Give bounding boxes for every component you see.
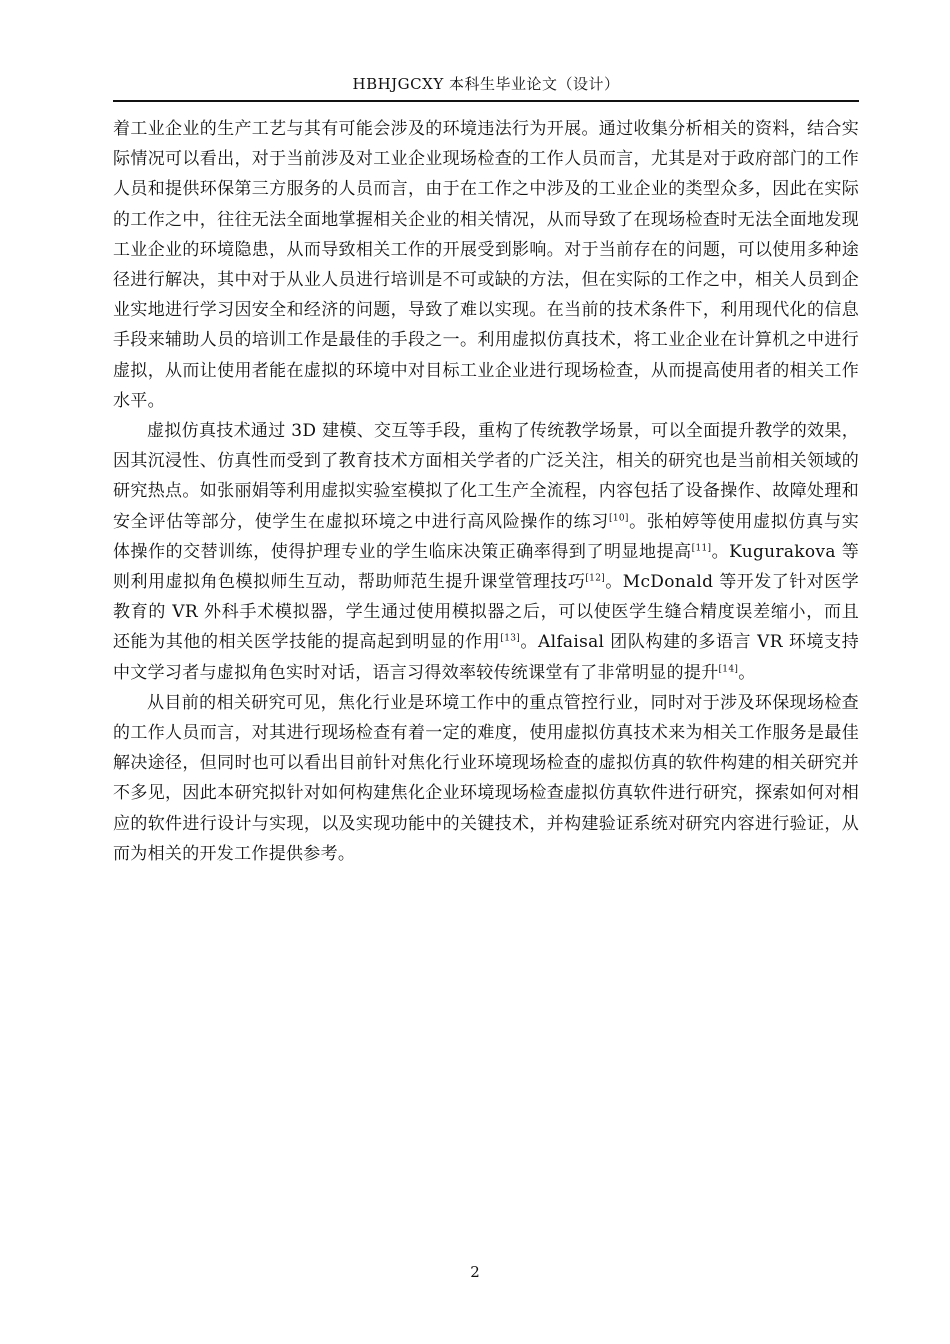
paragraph-text: 着工业企业的生产工艺与其有可能会涉及的环境违法行为开展。通过收集分析相关的资料，结合实际情况可以看出，对于当前涉及对工业企业现场检查的工作人员而言，尤其是对于政府部门的工作人员和提供环保第三方服务的人员而言，由于在工作之中涉及的工业企业的类型众多，因此在实际的工作之中，往往无法全面地掌握相关企业的相关情况，从而导致了在现场检查时无法全面地发现工业企业的环境隐患，从而导致相关工作的开展受到影响。对于当前存在的问题，可以使用多种途径进行解决，其中对于从业人员进行培训是不可或缺的方法，但在实际的工作之中，相关人员到企业实地进行学习因安全和经济的问题，导致了难以实现。在当前的技术条件下，利用现代化的信息手段来辅助人员的培训工作是最佳的手段之一。利用虚拟仿真技术，将工业企业在计算机之中进行虚拟，从而让使用者能在虚拟的环境中对目标工业企业进行现场检查，从而提高使用者的相关工作水平。 xyxy=(113,119,859,411)
paragraph-text: 从目前的相关研究可见，焦化行业是环境工作中的重点管控行业，同时对于涉及环保现场检查的工作人员而言，对其进行现场检查有着一定的难度，使用虚拟仿真技术来为相关工作服务是最佳解决途径，但同时也可以看出目前针对焦化行业环境现场检查的虚拟仿真的软件构建的相关研究并不多见，因此本研究拟针对如何构建焦化企业环境现场检查虚拟仿真软件进行研究，探索如何对相应的软件进行设计与实现，以及实现功能中的关键技术，并构建验证系统对研究内容进行验证，从而为相关的开发工作提供参考。 xyxy=(113,692,859,864)
paragraph-text: 。张柏婷等使用虚拟仿真与实体操作的交替训练，使得护理专业的学生临床决策正确率得到了明显地提高 xyxy=(113,511,859,562)
page-header: HBHJGCXY 本科生毕业论文（设计） xyxy=(352,75,620,93)
citation-ref-10: [10] xyxy=(609,512,629,523)
paragraph-text: 虚拟仿真技术通过 3D 建模、交互等手段，重构了传统教学场景，可以全面提升教学的效果，因其沉浸性、仿真性而受到了教育技术方面相关学者的广泛关注，相关的研究也是当前相关领域的研究热点。如张丽娟等利用虚拟实验室模拟了化工生产全流程，内容包括了设备操作、故障处理和安全评估等部分，使学生在虚拟环境之中进行高风险操作的练习 xyxy=(113,421,859,532)
citation-ref-11: [11] xyxy=(691,543,712,554)
paragraph-text: 。Alfaisal 团队构建的多语言 VR 环境支持中文学习者与虚拟角色实时对话，语言习得效率较传统课堂有了非常明显的提升 xyxy=(113,632,859,683)
citation-ref-13: [13] xyxy=(500,633,521,644)
citation-ref-12: [12] xyxy=(585,573,606,584)
page-number: 2 xyxy=(470,1263,480,1281)
paragraph-text: 。McDonald 等开发了针对医学教育的 VR 外科手术模拟器，学生通过使用模拟器之后，可以使医学生缝合精度误差缩小，而且还能为其他的相关医学技能的提高起到明显的作用 xyxy=(113,572,859,653)
citation-ref-14: [14] xyxy=(718,664,739,674)
header-divider xyxy=(113,100,859,102)
paragraph-text: 。 xyxy=(738,662,756,683)
paragraph-continuation xyxy=(113,114,859,416)
paragraph-text: 。Kugurakova 等则利用虚拟角色模拟师生互动，帮助师范生提升课堂管理技巧 xyxy=(113,541,859,593)
body-text xyxy=(113,114,859,869)
paragraph-research-summary xyxy=(113,688,859,869)
paragraph-virtual-simulation-review xyxy=(113,416,859,688)
